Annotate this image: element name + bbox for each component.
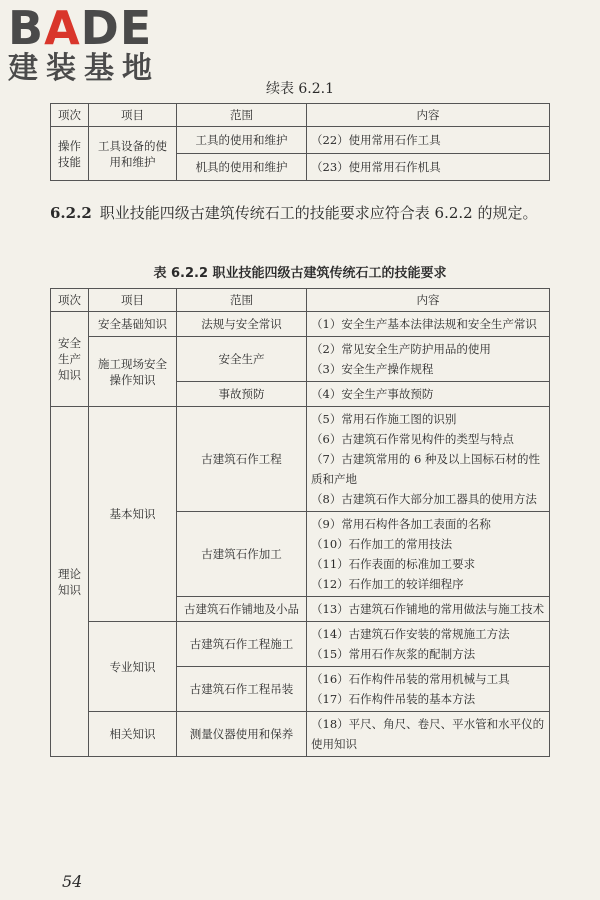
scope-cell: 事故预防 <box>177 382 307 407</box>
content-line: （5）常用石作施工图的识别 <box>311 412 457 426</box>
table-row <box>51 127 550 154</box>
table-header-row <box>51 289 550 312</box>
table-header-row <box>51 104 550 127</box>
header-item: 项目 <box>89 104 177 127</box>
content-cell <box>307 407 550 512</box>
scope-cell: 机具的使用和维护 <box>177 154 307 181</box>
item-cell: 施工现场安全操作知识 <box>89 337 177 407</box>
content-cell <box>307 712 550 757</box>
content-line: （18）平尺、角尺、卷尺、平水管和水平仪的使用知识 <box>311 717 545 751</box>
content-line: （3）安全生产操作规程 <box>311 362 434 376</box>
content-line: （16）石作构件吊装的常用机械与工具 <box>311 672 510 686</box>
header-content: 内容 <box>307 289 550 312</box>
content-line: （15）常用石作灰浆的配制方法 <box>311 647 476 661</box>
content-line: （14）古建筑石作安装的常规施工方法 <box>311 627 510 641</box>
logo-brand: BADE <box>8 1 153 55</box>
page-number: 54 <box>62 872 83 891</box>
table-row <box>51 312 550 337</box>
clause-text: 职业技能四级古建筑传统石工的技能要求应符合表 6.2.2 的规定。 <box>99 204 538 222</box>
table-6-2-1-continued <box>50 103 550 181</box>
table-row <box>51 622 550 667</box>
header-scope: 范围 <box>177 289 307 312</box>
scope-cell: 安全生产 <box>177 337 307 382</box>
content-line: （4）安全生产事故预防 <box>311 387 434 401</box>
content-line: （2）常见安全生产防护用品的使用 <box>311 342 491 356</box>
logo-subtitle: 建装基地 <box>8 51 160 86</box>
header-index: 项次 <box>51 104 89 127</box>
content-line: （1）安全生产基本法律法规和安全生产常识 <box>311 317 537 331</box>
content-cell <box>307 382 550 407</box>
content-cell: （22）使用常用石作工具 <box>307 127 550 154</box>
scope-cell: 测量仪器使用和保养 <box>177 712 307 757</box>
table1-caption: 续表 6.2.1 <box>265 81 335 97</box>
table-row <box>51 712 550 757</box>
scope-cell: 古建筑石作铺地及小品 <box>177 597 307 622</box>
logo <box>8 1 160 86</box>
content-cell <box>307 622 550 667</box>
item-cell: 工具设备的使用和维护 <box>89 127 177 181</box>
scope-cell: 工具的使用和维护 <box>177 127 307 154</box>
content-cell <box>307 337 550 382</box>
table-row <box>51 407 550 512</box>
scope-cell: 法规与安全常识 <box>177 312 307 337</box>
table-6-2-2 <box>50 288 550 757</box>
clause-number: 6.2.2 <box>50 204 92 222</box>
item-cell: 基本知识 <box>89 407 177 622</box>
header-item: 项目 <box>89 289 177 312</box>
content-cell <box>307 597 550 622</box>
content-line: （8）古建筑石作大部分加工器具的使用方法 <box>311 492 537 506</box>
table-row <box>51 337 550 382</box>
item-cell: 专业知识 <box>89 622 177 712</box>
clause-6-2-2 <box>50 200 555 226</box>
group-cell: 操作技能 <box>51 127 89 181</box>
header-index: 项次 <box>51 289 89 312</box>
content-line: （13）古建筑石作铺地的常用做法与施工技术 <box>311 602 545 616</box>
scope-cell: 古建筑石作工程施工 <box>177 622 307 667</box>
scope-cell: 古建筑石作工程 <box>177 407 307 512</box>
item-cell: 安全基础知识 <box>89 312 177 337</box>
content-line: （6）古建筑石作常见构件的类型与特点 <box>311 432 514 446</box>
content-line: （17）石作构件吊装的基本方法 <box>311 692 476 706</box>
group-cell-theory: 理论知识 <box>51 407 89 757</box>
header-content: 内容 <box>307 104 550 127</box>
header-scope: 范围 <box>177 104 307 127</box>
content-line: （10）石作加工的常用技法 <box>311 537 453 551</box>
content-line: （12）石作加工的较详细程序 <box>311 577 464 591</box>
content-cell <box>307 312 550 337</box>
content-cell <box>307 512 550 597</box>
content-line: （11）石作表面的标准加工要求 <box>311 557 476 571</box>
scope-cell: 古建筑石作加工 <box>177 512 307 597</box>
content-cell <box>307 667 550 712</box>
scope-cell: 古建筑石作工程吊装 <box>177 667 307 712</box>
content-cell: （23）使用常用石作机具 <box>307 154 550 181</box>
content-line: （7）古建筑常用的 6 种及以上国标石材的性质和产地 <box>311 452 540 486</box>
content-line: （9）常用石构件各加工表面的名称 <box>311 517 491 531</box>
item-cell: 相关知识 <box>89 712 177 757</box>
group-cell-safety: 安全生产知识 <box>51 312 89 407</box>
table2-caption: 表 6.2.2 职业技能四级古建筑传统石工的技能要求 <box>153 266 447 281</box>
